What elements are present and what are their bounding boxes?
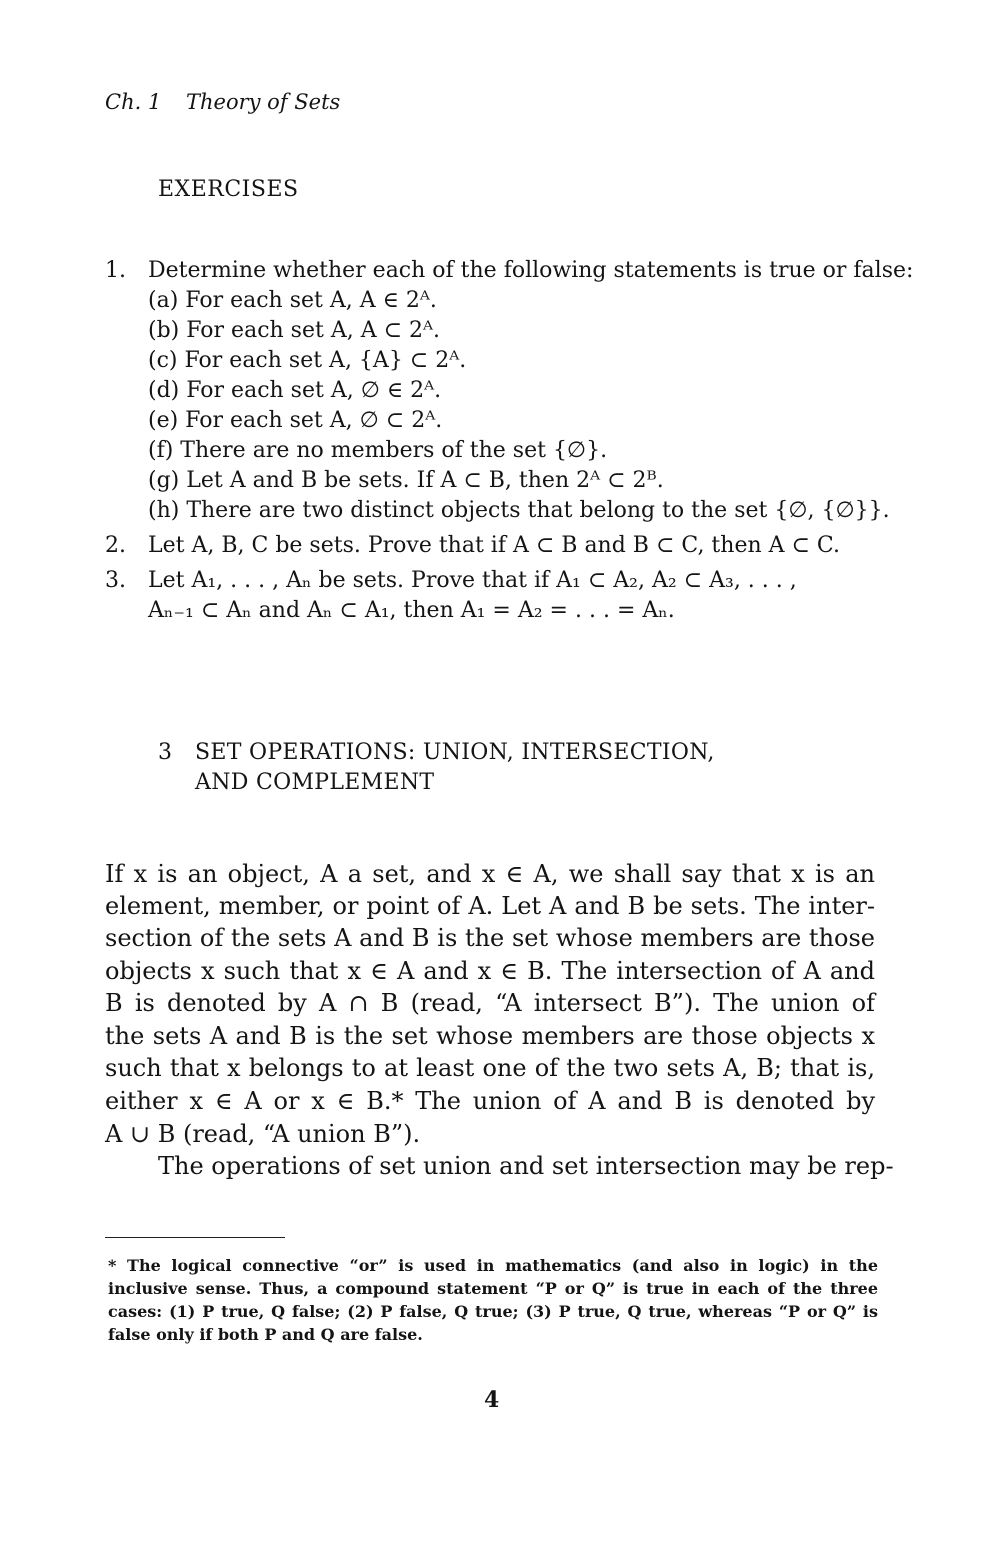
exercise-line: Let A, B, C be sets. Prove that if A ⊂ B and B ⊂ C, then A ⊂ C. xyxy=(148,533,840,558)
body-line: The operations of set union and set intersection may be rep- xyxy=(158,1152,894,1180)
body-line: either x ∈ A or x ∈ B.* The union of A and B is denoted by xyxy=(105,1087,875,1115)
page-number: 4 xyxy=(484,1387,500,1413)
body-line: section of the sets A and B is the set whose members are those xyxy=(105,924,875,952)
exercise-part: (h) There are two distinct objects that belong to the set {∅, {∅}}. xyxy=(148,498,890,523)
exercise-number: 3. xyxy=(105,568,126,593)
body-line: If x is an object, A a set, and x ∈ A, we shall say that x is an xyxy=(105,860,875,888)
exercise-part: (b) For each set A, A ⊂ 2ᴬ. xyxy=(148,318,440,343)
exercise-number: 2. xyxy=(105,533,126,558)
body-line: the sets A and B is the set whose members are those objects x xyxy=(105,1022,875,1050)
exercise-line: Aₙ₋₁ ⊂ Aₙ and Aₙ ⊂ A₁, then A₁ = A₂ = . . . = Aₙ. xyxy=(148,598,675,623)
exercise-number: 1. xyxy=(105,258,126,283)
chapter-label: Ch. 1 xyxy=(105,90,162,114)
exercises-heading: EXERCISES xyxy=(158,177,299,202)
body-line: B is denoted by A ∩ B (read, “A intersect B”). The union of xyxy=(105,989,875,1017)
footnote-line: cases: (1) P true, Q false; (2) P false, Q true; (3) P true, Q true, whereas “P or Q” is xyxy=(108,1302,878,1321)
body-line: objects x such that x ∈ A and x ∈ B. The intersection of A and xyxy=(105,957,875,985)
body-line: A ∪ B (read, “A union B”). xyxy=(105,1120,421,1148)
exercise-part: (a) For each set A, A ∈ 2ᴬ. xyxy=(148,288,437,313)
chapter-title: Theory of Sets xyxy=(186,90,341,114)
running-header xyxy=(105,90,340,114)
exercise-part: (c) For each set A, {A} ⊂ 2ᴬ. xyxy=(148,348,467,373)
footnote-rule xyxy=(105,1237,285,1238)
body-line: element, member, or point of A. Let A and B be sets. The inter- xyxy=(105,892,875,920)
footnote-line: false only if both P and Q are false. xyxy=(108,1325,423,1344)
exercise-line: Determine whether each of the following statements is true or false: xyxy=(148,258,914,283)
body-line: such that x belongs to at least one of the two sets A, B; that is, xyxy=(105,1054,875,1082)
footnote-line: inclusive sense. Thus, a compound statement “P or Q” is true in each of the three xyxy=(108,1279,878,1298)
section-title-line: SET OPERATIONS: UNION, INTERSECTION, xyxy=(195,740,715,765)
exercise-part: (e) For each set A, ∅ ⊂ 2ᴬ. xyxy=(148,408,443,433)
exercise-part: (g) Let A and B be sets. If A ⊂ B, then 2ᴬ ⊂ 2ᴮ. xyxy=(148,468,664,493)
exercise-line: Let A₁, . . . , Aₙ be sets. Prove that if A₁ ⊂ A₂, A₂ ⊂ A₃, . . . , xyxy=(148,568,797,593)
section-number: 3 xyxy=(158,740,172,765)
section-title-line: AND COMPLEMENT xyxy=(195,770,435,795)
exercise-part: (d) For each set A, ∅ ∈ 2ᴬ. xyxy=(148,378,442,403)
footnote-line: * The logical connective “or” is used in mathematics (and also in logic) in the xyxy=(108,1256,878,1275)
exercise-part: (f) There are no members of the set {∅}. xyxy=(148,438,608,463)
